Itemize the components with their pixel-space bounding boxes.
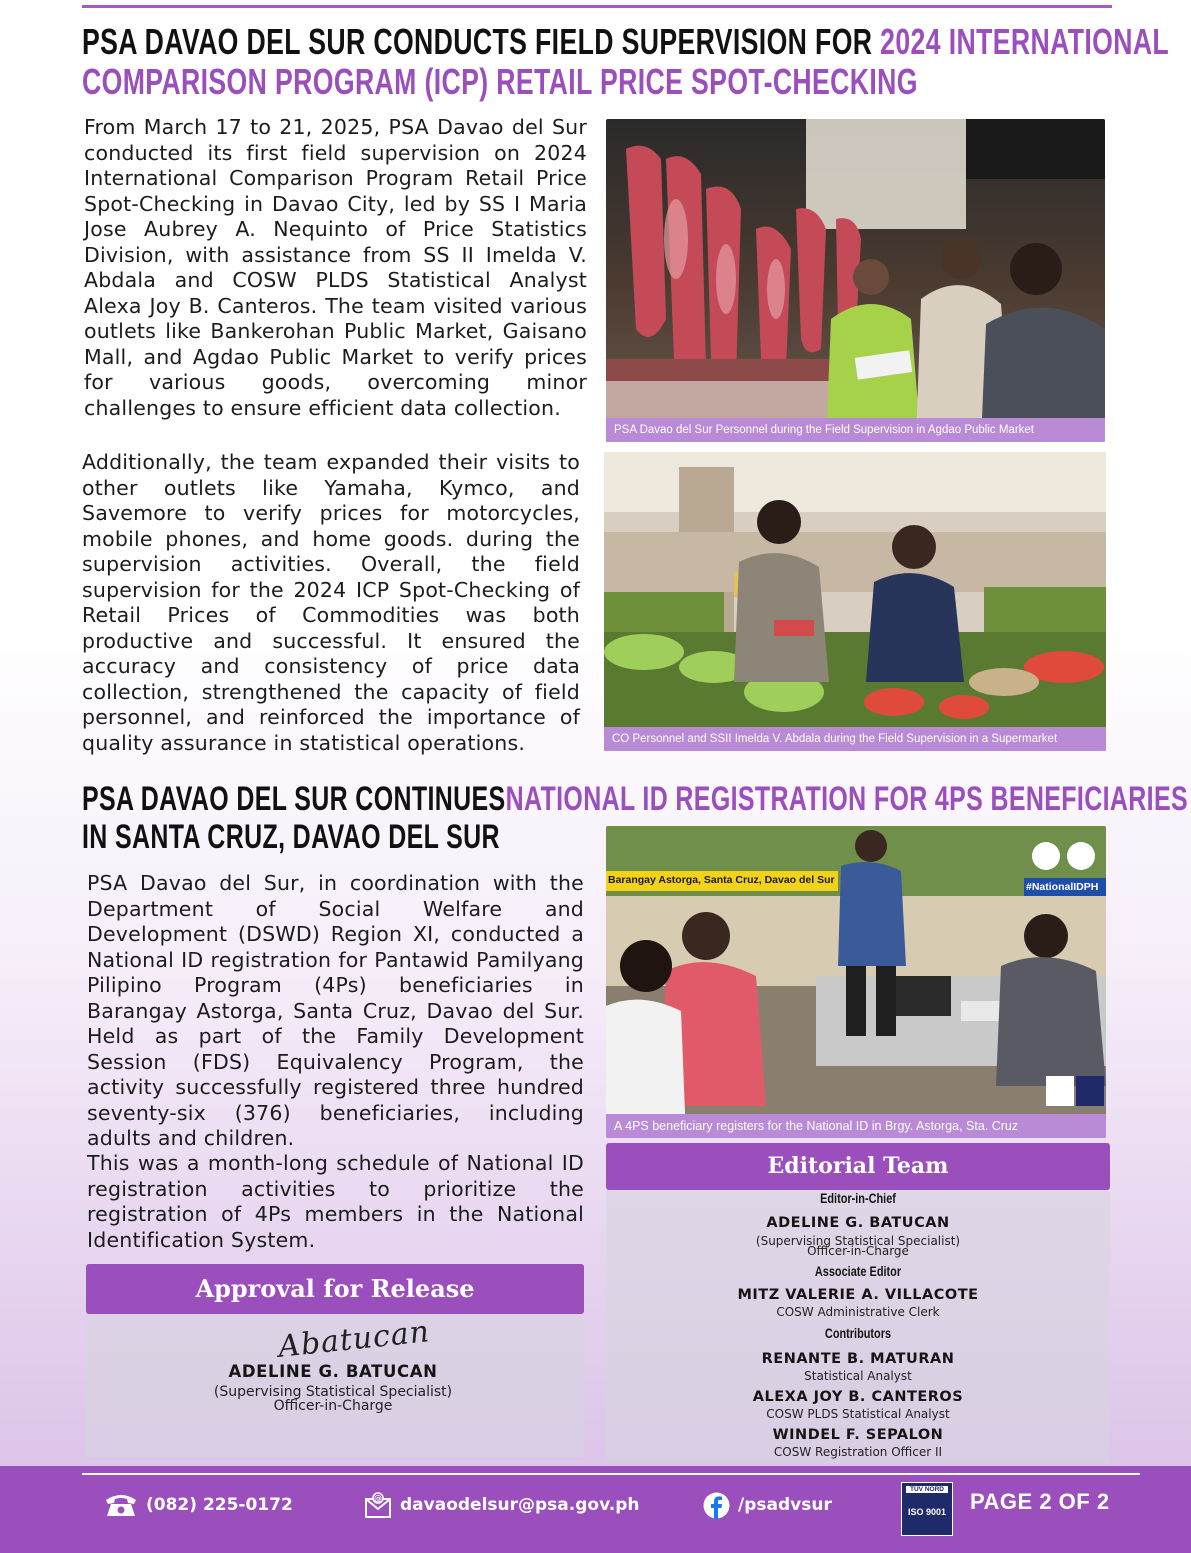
email-icon [364,1491,392,1519]
article2-title-accent: NATIONAL ID REGISTRATION FOR 4PS BENEFICIARIES [505,780,1189,818]
top-rule [82,5,1112,8]
svg-text:@: @ [374,1494,382,1503]
approval-position-1: (Supervising Statistical Specialist) [213,1384,453,1400]
approval-name: ADELINE G. BATUCAN [228,1362,438,1381]
photo-registration-illustration [606,826,1106,1138]
footer-phone-text: (082) 225-0172 [146,1495,293,1515]
iso-badge-label: ISO 9001 [907,1507,947,1517]
photo-national-id-registration [606,826,1106,1138]
editor-in-chief-name: ADELINE G. BATUCAN [766,1215,950,1231]
footer-facebook[interactable] [703,1490,832,1520]
editor-in-chief-label: Editor-in-Chief [820,1190,896,1206]
editor-in-chief-pos-2: Officer-in-Charge [807,1244,909,1258]
phone-icon [104,1492,138,1518]
contributor-position: COSW Registration Officer II [773,1445,943,1459]
article1-headline [82,21,1170,104]
photo-2-caption: CO Personnel and SSII Imelda V. Abdala during the Field Supervision in a Supermarket [604,727,1106,751]
article1-paragraph-2: Additionally, the team expanded their visits to other outlets like Yamaha, Kymco, and Savemore to verify prices for motorcycles, mobile phones, and home goods. during the supervision activities. Overall, the field supervision for the 2024 ICP Spot-Checking of Retail Prices of Commodities was both productive and successful. It ensured the accuracy and consistency of price data collection, strengthened the capacity of field personnel, and reinforced the importance of quality assurance in statistical operations. [82,450,580,755]
editorial-heading: Editorial Team [606,1143,1110,1190]
associate-editor-name: MITZ VALERIE A. VILLACOTE [737,1287,979,1303]
approval-position-2: Officer-in-Charge [273,1398,393,1414]
photo-agdao-market [606,119,1105,442]
iso-badge-top: TÜV NORD [906,1486,948,1493]
photo-market-illustration [606,119,1105,442]
photo-supermarket-illustration [604,452,1106,751]
article2-title-dark: PSA DAVAO DEL SUR CONTINUES [82,780,506,818]
photo-banner-text: Barangay Astorga, Santa Cruz, Davao del Sur [608,874,835,886]
photo-3-caption: A 4PS beneficiary registers for the National ID in Brgy. Astorga, Sta. Cruz [606,1114,1106,1138]
photo-hashtag: #NationalIDPH [1026,881,1099,893]
photo-1-caption: PSA Davao del Sur Personnel during the Field Supervision in Agdao Public Market [606,418,1105,442]
facebook-icon [703,1492,730,1519]
approval-signature: Abatucan [276,1314,432,1365]
footer [0,1466,1191,1553]
contributor-name: WINDEL F. SEPALON [772,1427,944,1443]
article2-paragraph-1: PSA Davao del Sur, in coordination with the Department of Social Welfare and Development (DSWD) Region XI, conducted a National ID registration for Pantawid Pamilyang Pilipino Program (4Ps) beneficiaries in Barangay Astorga, Santa Cruz, Davao del Sur. Held as part of the Family Development Session (FDS) Equivalency Program, the activity successfully registered three hundred seventy-six (376) beneficiaries, including adults and children. [87,871,584,1150]
approval-heading: Approval for Release [86,1264,584,1314]
footer-facebook-text: /psadvsur [738,1495,832,1515]
article2-paragraph-2: This was a month-long schedule of National ID registration activities to prioritize the registration of 4Ps members in the National Identification System. [87,1151,584,1252]
footer-email[interactable] [364,1490,640,1520]
page-number: PAGE 2 OF 2 [970,1489,1110,1514]
contributor-position: Statistical Analyst [804,1369,912,1383]
editor-in-chief-pos-1: (Supervising Statistical Specialist) [755,1234,961,1248]
iso-badge-icon [901,1482,953,1536]
footer-phone[interactable] [104,1490,293,1520]
contributor-name: RENANTE B. MATURAN [761,1351,955,1367]
article1-title-dark: PSA DAVAO DEL SUR CONDUCTS FIELD SUPERVISION FOR [82,21,873,62]
footer-email-text: davaodelsur@psa.gov.ph [400,1495,640,1515]
contributor-position: COSW PLDS Statistical Analyst [766,1407,950,1421]
contributors-label: Contributors [824,1325,892,1341]
article1-paragraph-1: From March 17 to 21, 2025, PSA Davao del Sur conducted its first field supervision on 2024 International Comparison Program Retail Price Spot-Checking in Davao City, led by SS I Maria Jose Aubrey A. Nequinto of Price Statistics Division, with assistance from SS II Imelda V. Abdala and COSW PLDS Statistical Analyst Alexa Joy B. Canteros. The team visited various outlets like Bankerohan Public Market, Gaisano Mall, and Agdao Public Market to verify prices for various goods, overcoming minor challenges to ensure efficient data collection. [84,115,587,420]
article2-title-line2: IN SANTA CRUZ, DAVAO DEL SUR [82,818,500,856]
associate-editor-label: Associate Editor [814,1263,902,1279]
article1-title-accent: 2024 INTERNATIONAL [880,21,1170,62]
associate-editor-pos: COSW Administrative Clerk [776,1305,940,1319]
footer-rule [82,1473,1140,1475]
photo-supermarket [604,452,1106,751]
editorial-panel [606,1143,1110,1464]
contributor-name: ALEXA JOY B. CANTEROS [752,1389,964,1405]
article1-title-line2: COMPARISON PROGRAM (ICP) RETAIL PRICE SPOT-CHECKING [82,61,918,102]
